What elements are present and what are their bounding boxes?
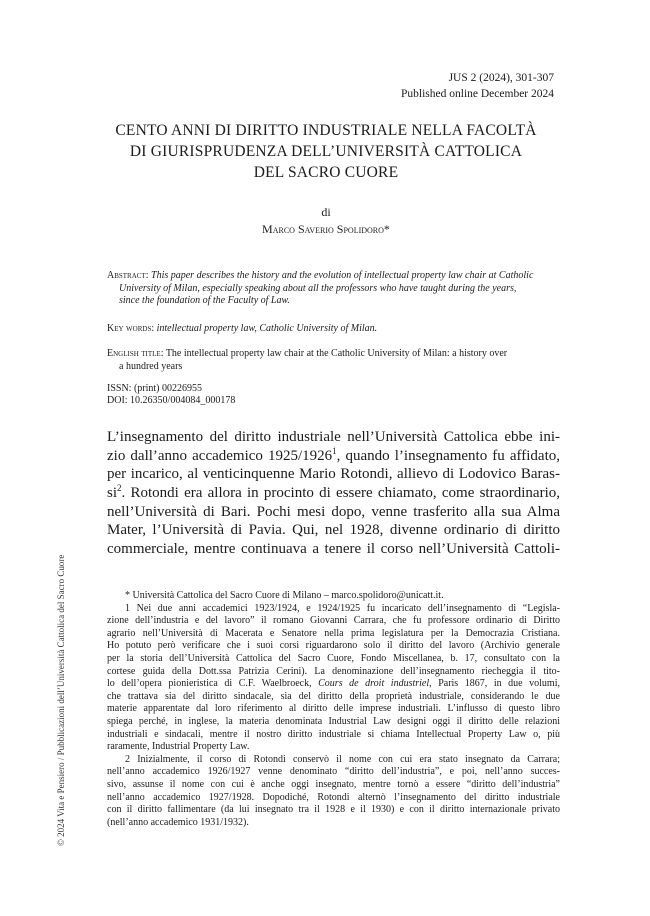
footnote-line: Ho potuto però verificare che i suoi corsi riguardarono solo il diritto del lavoro (Archivio generale [107,640,560,652]
footnote-line: nell’anno accademico 1926/1927 venne denominato “diritto dell’industria”, e poi, nell’anno succes- [107,766,560,778]
doi: DOI: 10.26350/004084_000178 [107,395,236,406]
article-title [96,120,556,183]
footnote-line: cortese guida della Dott.ssa Patrizia Cerini). La denominazione dell’insegnamento riecheggia il tito- [107,665,560,677]
english-title-label: English title: [107,348,164,359]
body-line: L’insegnamento del diritto industriale nell’Università Cattolica ebbe ini- [107,429,560,445]
journal-header [401,70,554,102]
title-line: CENTO ANNI DI DIRITTO INDUSTRIALE NELLA FACOLTÀ [115,122,537,139]
footnote-line: agrario nell’Università di Macerata e Senatore nella prima legislatura per la Democrazia Cristiana. [107,627,560,639]
footnote-ref[interactable]: 1 [332,446,337,456]
body-line: zio dall’anno accademico 1925/1926$^1$, quando l’insegnamento fu affidato, [107,446,560,464]
english-title-text: The intellectual property law chair at the Catholic University of Milan: a history over [165,348,508,359]
abstract-text: This paper describes the history and the evolution of intellectual property law chair at Catholic [151,270,534,281]
footnote-line: raramente, Industrial Property Law. [107,741,250,753]
english-title-text: a hundred years [119,360,183,372]
issn: ISSN: (print) 00226955 [107,383,202,394]
footnote-line: zione dell’industria e del lavoro” il romano Giovanni Carrara, che fu professore ordinario di Diritto [107,615,560,627]
author-name: Marco Saverio Spolidoro* [262,222,390,236]
abstract [107,270,559,308]
footnote-ref[interactable]: 2 [117,484,122,494]
footnote-line: industriali e sindacali, mentre il nostro diritto industriale si chiama Intellectual Property Law o, più [107,728,560,740]
footnote-2: 2 Inizialmente, il corso di Rotondi conservò il nome con cui era stato insegnato da Carrara; [125,753,560,765]
abstract-text: University of Milan, especially speaking about all the professors who have taught during the years, [119,282,517,294]
keywords-label: Key words: [107,323,155,334]
footnote-line: lo dell’opera pionieristica di C.F. Waelbroeck, Cours de droit industriel, Paris 1867, in due volumi, [107,678,560,690]
body-line: per incarico, al venticinquenne Mario Rotondi, allievo di Lodovico Baras- [107,466,560,483]
by-line: di [321,205,331,219]
copyright-sidebar: © 2024 Vita e Pensiero / Pubblicazioni dell’Università Cattolica del Sacro Cuore [56,554,66,846]
footnote-author: * Università Cattolica del Sacro Cuore di Milano – marco.spolidoro@unicatt.it. [125,590,444,601]
footnote-line: materie apparentate dal loro riferimento al diritto delle imprese industriali. L’influsso di questo libro [107,703,560,715]
journal-citation: JUS 2 (2024), 301-307 [448,72,554,84]
footnote-line: (nell’anno accademico 1931/1932). [107,816,249,828]
footnote-1: 1 Nei due anni accademici 1923/1924, e 1924/1925 fu incaricato dell’insegnamento di “Legisla- [125,602,560,614]
keywords [107,323,559,336]
cited-work-title: Cours de droit industriel [318,678,430,690]
footnote-line: che trattava sia del diritto sindacale, sia del diritto della proprietà industriale, considerando le due [107,690,560,702]
footnote-line: sivo, assunse il nome con cui è anche oggi insegnato, mentre tornò a essere “diritto dell’industria” [107,778,560,790]
body-line: nell’Università di Bari. Pochi mesi dopo, venne trasferito alla sua Alma [107,503,560,520]
keywords-text: intellectual property law, Catholic University of Milan. [156,323,378,334]
body-line: Mater, l’Università di Pavia. Qui, nel 1928, divenne ordinario di diritto [107,522,560,539]
footnote-line: per la storia dell’Università Cattolica del Sacro Cuore, Fondo Miscellanea, b. 17, consultato con la [107,652,560,664]
identifiers [107,383,235,407]
abstract-label: Abstract: [107,270,149,281]
body-text [107,428,560,559]
english-title [107,348,559,373]
title-line: DEL SACRO CUORE [253,164,399,181]
body-line: commerciale, mentre continuava a tenere il corso nell’Università Cattoli- [107,541,560,558]
abstract-text: since the foundation of the Faculty of Law. [119,295,290,306]
title-line: DI GIURISPRUDENZA DELL’UNIVERSITÀ CATTOLICA [129,143,523,160]
footnote-line: con il diritto fallimentare (da lui insegnato tra il 1928 e il 1930) e con il diritto internazionale privato [107,804,560,816]
footnote-line: spiega perché, in inglese, la materia denominata Industrial Law designi oggi il diritto delle relazioni [107,715,560,727]
footnotes [107,590,560,829]
publication-date: Published online December 2024 [401,88,554,100]
footnote-line: nell’anno accademico 1927/1928. Dopodiché, Rotondi alternò l’insegnamento del diritto industriale [107,791,560,803]
body-line: $si^2$. Rotondi era allora in procinto di essere chiamato, come straordinario, [107,484,560,502]
